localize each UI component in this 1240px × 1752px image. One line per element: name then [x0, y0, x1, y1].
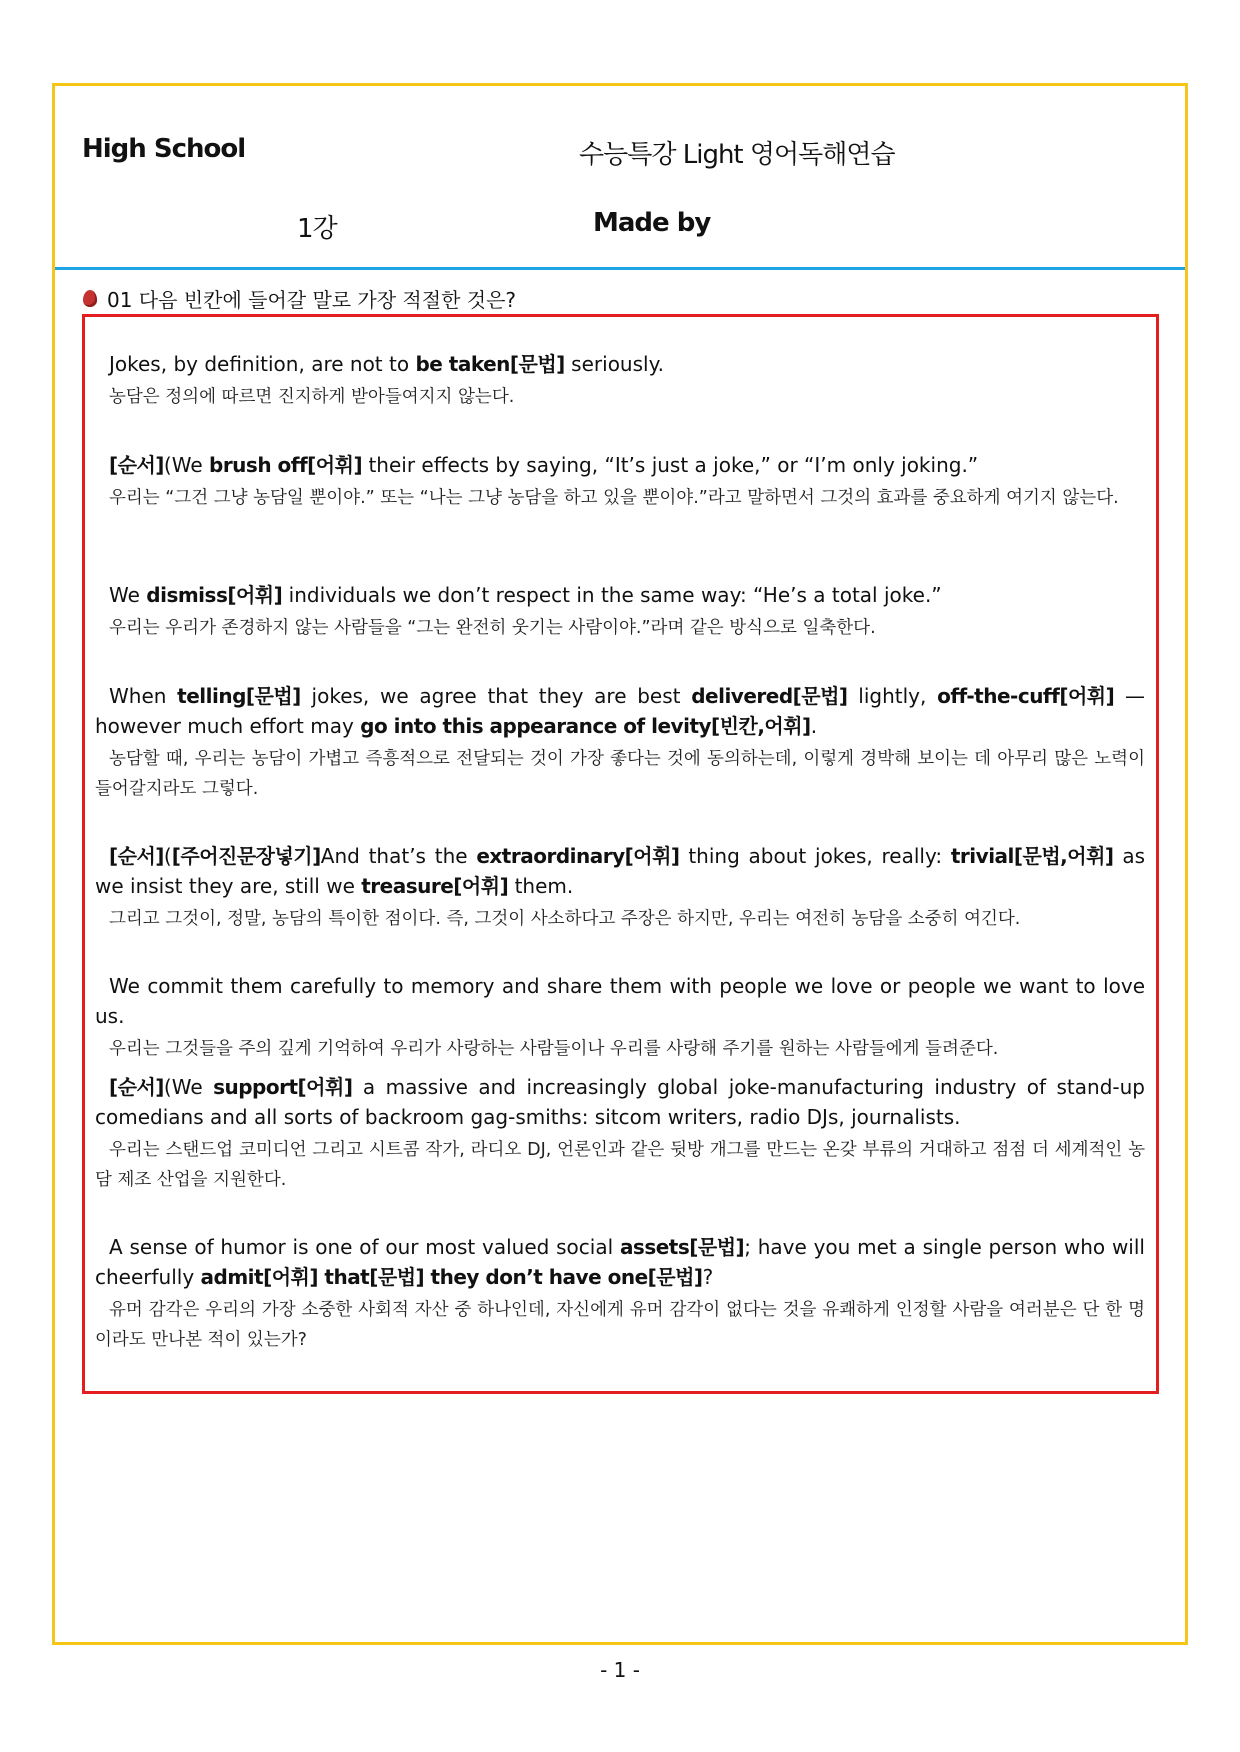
english-sentence — [95, 580, 1145, 610]
korean-translation: 농담은 정의에 따르면 진지하게 받아들여지지 않는다. — [109, 387, 515, 407]
korean-translation: 그리고 그것이, 정말, 농담의 특이한 점이다. 즉, 그것이 사소하다고 주장은 하지만, 우리는 여전히 농담을 소중히 여긴다. — [109, 909, 1021, 929]
annotated-term: that[문법] — [324, 1265, 425, 1289]
passage-item — [95, 450, 1145, 513]
passage-item — [95, 971, 1145, 1064]
sentence-text: We commit them carefully to memory and share them with people we love or people we want to love us. — [95, 974, 1145, 1028]
sentence-text: When — [109, 684, 178, 708]
sentence-text: them. — [508, 874, 574, 898]
page-number: - 1 - — [600, 1658, 640, 1682]
korean-translation: 유머 감각은 우리의 가장 소중한 사회적 자산 중 하나인데, 자신에게 유머 감각이 없다는 것을 유쾌하게 인정할 사람을 여러분은 단 한 명이라도 만나본 적이 있는가? — [95, 1300, 1145, 1350]
annotated-term: admit[어휘] — [200, 1265, 319, 1289]
sentence-text: ( — [163, 844, 172, 868]
korean-translation: 우리는 우리가 존경하지 않는 사람들을 “그는 완전히 웃기는 사람이야.”라며 같은 방식으로 일축한다. — [109, 618, 876, 638]
sentence-text: We — [109, 583, 147, 607]
english-sentence — [95, 841, 1145, 901]
annotated-term: support[어휘] — [213, 1075, 353, 1099]
annotated-term: [순서] — [109, 844, 164, 868]
sentence-text: jokes, we agree that they are best — [300, 684, 692, 708]
sentence-text: thing about jokes, really: — [679, 844, 951, 868]
sentence-text: individuals we don’t respect in the same way: “He’s a total joke.” — [282, 583, 942, 607]
korean-translation: 농담할 때, 우리는 농담이 가볍고 즉흥적으로 전달되는 것이 가장 좋다는 것에 동의하는데, 이렇게 경박해 보이는 데 아무리 많은 노력이 들어갈지라도 그렇다. — [95, 749, 1145, 799]
passage-box — [82, 314, 1159, 1394]
annotated-term: off-the-cuff[어휘] — [937, 684, 1115, 708]
sentence-text: a massive and increasingly global joke-manufacturing industry of stand-up comedians and all sorts of backroom gag-smiths: sitcom writers, radio DJs, journalists. — [95, 1075, 1145, 1129]
english-sentence — [95, 971, 1145, 1031]
english-sentence — [95, 349, 1145, 379]
sentence-text: lightly, — [847, 684, 938, 708]
passage-item — [95, 1072, 1145, 1195]
english-sentence — [95, 450, 1145, 480]
annotated-term: [순서] — [109, 1075, 164, 1099]
passage-item — [95, 580, 1145, 643]
passage-item — [95, 1232, 1145, 1355]
sentence-text: Jokes, by definition, are not to — [109, 352, 416, 376]
made-by-label: Made by — [593, 208, 711, 238]
header-divider — [55, 267, 1185, 270]
annotated-term: extraordinary[어휘] — [476, 844, 680, 868]
passage-item — [95, 841, 1145, 934]
sentence-text: ? — [702, 1265, 714, 1289]
document-subtitle: 수능특강 Light 영어독해연습 — [579, 140, 895, 170]
annotated-term: they don’t have one[문법] — [430, 1265, 703, 1289]
sentence-text: And that’s the — [320, 844, 477, 868]
annotated-term: [순서] — [109, 453, 164, 477]
english-sentence — [95, 1072, 1145, 1132]
annotated-term: treasure[어휘] — [361, 874, 509, 898]
annotated-term: dismiss[어휘] — [146, 583, 283, 607]
annotated-term: be taken[문법] — [415, 352, 565, 376]
annotated-term: brush off[어휘] — [209, 453, 363, 477]
question-text: 01 다음 빈칸에 들어갈 말로 가장 적절한 것은? — [107, 288, 517, 312]
annotated-term: telling[문법] — [177, 684, 301, 708]
question-prompt — [83, 284, 516, 313]
sentence-text: (We — [163, 1075, 214, 1099]
sentence-text: their effects by saying, “It’s just a joke,” or “I’m only joking.” — [362, 453, 979, 477]
passage-item — [95, 349, 1145, 412]
korean-translation: 우리는 “그건 그냥 농담일 뿐이야.” 또는 “나는 그냥 농담을 하고 있을 뿐이야.”라고 말하면서 그것의 효과를 중요하게 여기지 않는다. — [109, 488, 1119, 508]
korean-translation: 우리는 그것들을 주의 깊게 기억하여 우리가 사랑하는 사람들이나 우리를 사랑해 주기를 원하는 사람들에게 들려준다. — [109, 1039, 999, 1059]
english-sentence — [95, 681, 1145, 741]
sentence-text: ; have you met a single person who will cheerfully — [95, 1235, 1145, 1289]
strawberry-icon — [83, 290, 97, 307]
annotated-term: delivered[문법] — [691, 684, 848, 708]
school-label: High School — [82, 134, 246, 164]
lesson-label: 1강 — [297, 214, 337, 244]
sentence-text: (We — [163, 453, 209, 477]
annotated-term: go into this appearance of levity[빈칸,어휘] — [360, 714, 811, 738]
korean-translation: 우리는 스탠드업 코미디언 그리고 시트콤 작가, 라디오 DJ, 언론인과 같은 뒷방 개그를 만드는 온갖 부류의 거대하고 점점 더 세계적인 농담 제조 산업을 지원한다. — [95, 1140, 1145, 1190]
english-sentence — [95, 1232, 1145, 1292]
sentence-text: . — [810, 714, 818, 738]
annotated-term: assets[문법] — [619, 1235, 745, 1259]
sentence-text: as we insist they are, still we — [95, 844, 1146, 898]
annotated-term: [주어진문장넣기] — [171, 844, 321, 868]
sentence-text: — however much effort may — [95, 684, 1145, 738]
sentence-text: A sense of humor is one of our most valued social — [109, 1235, 620, 1259]
sentence-text: seriously. — [564, 352, 664, 376]
passage-item — [95, 681, 1145, 804]
annotated-term: trivial[문법,어휘] — [950, 844, 1114, 868]
